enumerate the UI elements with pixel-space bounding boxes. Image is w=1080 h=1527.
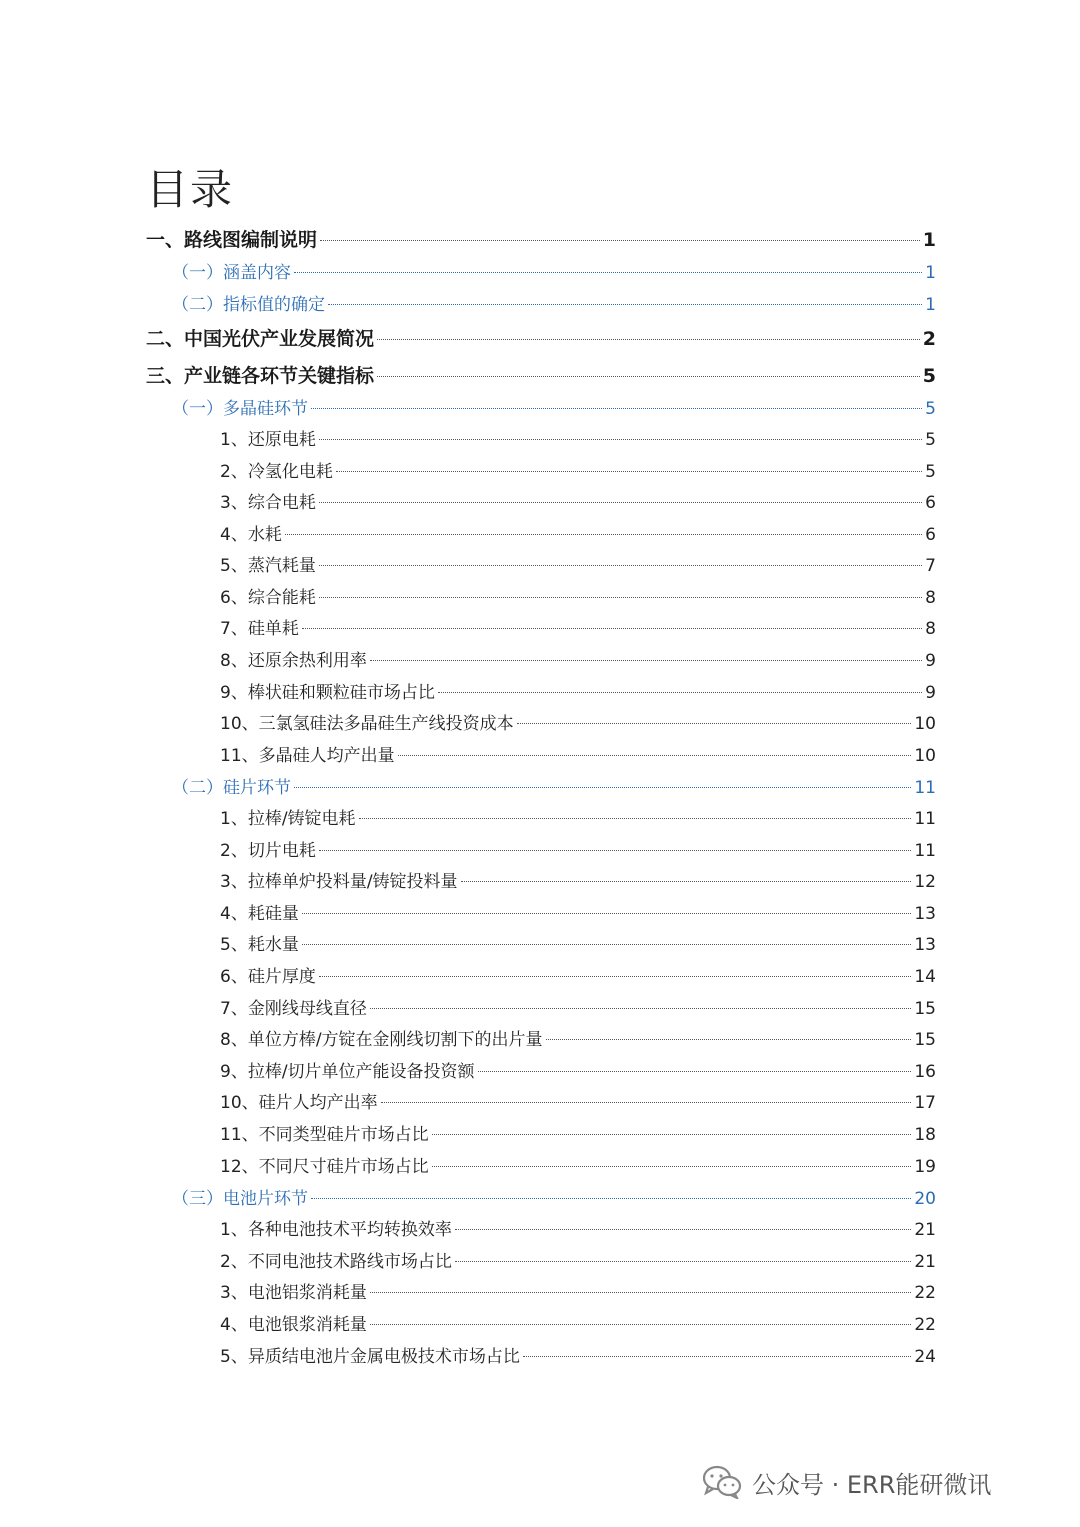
toc-entry[interactable] (172, 1184, 936, 1214)
toc-leader-dots (311, 408, 922, 409)
toc-leader-dots (311, 1198, 911, 1199)
toc-entry[interactable] (172, 290, 936, 320)
toc-entry-page-number: 5 (925, 462, 936, 482)
toc-entry-page-number: 16 (914, 1062, 936, 1082)
toc-entry[interactable] (220, 836, 936, 866)
toc-entry-label: 3、综合电耗 (220, 493, 316, 513)
toc-leader-dots (523, 1356, 912, 1357)
toc-entry-label: 11、多晶硅人均产出量 (220, 746, 395, 766)
toc-entry-page-number: 14 (914, 967, 936, 987)
toc-entry-label: 12、不同尺寸硅片市场占比 (220, 1157, 429, 1177)
toc-leader-dots (517, 723, 912, 724)
toc-entry[interactable] (220, 583, 936, 613)
toc-entry-label: 4、耗硅量 (220, 904, 299, 924)
toc-leader-dots (381, 1102, 912, 1103)
toc-entry-page-number: 24 (914, 1347, 936, 1367)
toc-entry-label: 2、冷氢化电耗 (220, 462, 333, 482)
toc-entry[interactable] (146, 324, 936, 354)
toc-entry-page-number: 15 (914, 1030, 936, 1050)
toc-entry[interactable] (220, 962, 936, 992)
toc-entry[interactable] (220, 488, 936, 518)
toc-leader-dots (302, 628, 922, 629)
toc-entry-label: 5、耗水量 (220, 935, 299, 955)
toc-entry[interactable] (146, 361, 936, 391)
toc-entry-page-number: 5 (925, 399, 936, 419)
toc-entry-label: （一）多晶硅环节 (172, 399, 308, 419)
toc-entry-page-number: 22 (914, 1283, 936, 1303)
watermark-text: 公众号 · ERR能研微讯 (752, 1470, 992, 1499)
toc-entry-page-number: 19 (914, 1157, 936, 1177)
toc-entry[interactable] (220, 994, 936, 1024)
toc-leader-dots (359, 818, 912, 819)
toc-entry-label: （二）硅片环节 (172, 778, 291, 798)
toc-entry-label: 9、拉棒/切片单位产能设备投资额 (220, 1062, 475, 1082)
toc-entry[interactable] (220, 867, 936, 897)
toc-leader-dots (398, 755, 912, 756)
toc-entry-page-number: 8 (925, 619, 936, 639)
toc-entry-label: 8、还原余热利用率 (220, 651, 367, 671)
toc-leader-dots (370, 1292, 912, 1293)
toc-entry-label: （一）涵盖内容 (172, 263, 291, 283)
toc-entry-label: 6、硅片厚度 (220, 967, 316, 987)
toc-entry-label: （二）指标值的确定 (172, 295, 325, 315)
toc-leader-dots (328, 304, 922, 305)
page-title: 目录 (146, 165, 235, 214)
toc-entry[interactable] (220, 1215, 936, 1245)
toc-entry-page-number: 18 (914, 1125, 936, 1145)
toc-entry[interactable] (220, 1057, 936, 1087)
toc-entry[interactable] (220, 1278, 936, 1308)
watermark (702, 1462, 991, 1502)
toc-entry-page-number: 11 (914, 841, 936, 861)
toc-leader-dots (319, 850, 912, 851)
toc-entry[interactable] (172, 258, 936, 288)
toc-leader-dots (432, 1134, 912, 1135)
toc-entry-label: 9、棒状硅和颗粒硅市场占比 (220, 683, 435, 703)
toc-leader-dots (319, 565, 922, 566)
toc-entry[interactable] (220, 457, 936, 487)
toc-entry-label: 11、不同类型硅片市场占比 (220, 1125, 429, 1145)
toc-entry-page-number: 12 (914, 872, 936, 892)
toc-leader-dots (319, 502, 922, 503)
toc-entry-page-number: 5 (925, 430, 936, 450)
toc-entry-page-number: 13 (914, 935, 936, 955)
toc-leader-dots (478, 1071, 912, 1072)
toc-entry-label: 4、电池银浆消耗量 (220, 1315, 367, 1335)
toc-entry-label: 1、各种电池技术平均转换效率 (220, 1220, 452, 1240)
toc-entry[interactable] (220, 1152, 936, 1182)
toc-entry[interactable] (220, 646, 936, 676)
toc-entry[interactable] (220, 551, 936, 581)
toc-entry[interactable] (220, 1025, 936, 1055)
toc-entry-page-number: 22 (914, 1315, 936, 1335)
toc-entry[interactable] (220, 1120, 936, 1150)
toc-entry[interactable] (146, 225, 936, 255)
toc-entry-label: 10、硅片人均产出率 (220, 1093, 378, 1113)
toc-entry-label: 7、硅单耗 (220, 619, 299, 639)
toc-entry[interactable] (220, 520, 936, 550)
toc-entry[interactable] (220, 899, 936, 929)
toc-leader-dots (432, 1166, 912, 1167)
toc-entry-page-number: 15 (914, 999, 936, 1019)
toc-leader-dots (546, 1039, 912, 1040)
toc-entry-page-number: 13 (914, 904, 936, 924)
toc-entry-label: 1、还原电耗 (220, 430, 316, 450)
toc-entry-label: 三、产业链各环节关键指标 (146, 365, 375, 387)
toc-entry[interactable] (220, 709, 936, 739)
toc-entry-label: 8、单位方棒/方锭在金刚线切割下的出片量 (220, 1030, 543, 1050)
toc-entry[interactable] (172, 394, 936, 424)
toc-entry-label: 一、路线图编制说明 (146, 229, 318, 251)
toc-entry[interactable] (220, 930, 936, 960)
toc-entry[interactable] (220, 1247, 936, 1277)
toc-entry-label: 二、中国光伏产业发展简况 (146, 328, 375, 350)
toc-entry-page-number: 6 (925, 493, 936, 513)
toc-entry-label: 2、不同电池技术路线市场占比 (220, 1252, 452, 1272)
toc-entry-label: 10、三氯氢硅法多晶硅生产线投资成本 (220, 714, 514, 734)
toc-leader-dots (319, 439, 922, 440)
toc-entry-page-number: 11 (914, 809, 936, 829)
toc-entry-page-number: 20 (914, 1189, 936, 1209)
toc-entry-page-number: 21 (914, 1220, 936, 1240)
toc-leader-dots (455, 1261, 912, 1262)
toc-entry-page-number: 1 (922, 229, 936, 251)
toc-leader-dots (455, 1229, 912, 1230)
toc-entry-label: 3、拉棒单炉投料量/铸锭投料量 (220, 872, 458, 892)
toc-entry[interactable] (220, 1088, 936, 1118)
toc-entry[interactable] (220, 741, 936, 771)
toc-entry-page-number: 10 (914, 746, 936, 766)
toc-entry-label: 7、金刚线母线直径 (220, 999, 367, 1019)
toc-leader-dots (285, 534, 922, 535)
toc-entry-label: 5、异质结电池片金属电极技术市场占比 (220, 1347, 520, 1367)
toc-entry-page-number: 7 (925, 556, 936, 576)
toc-entry[interactable] (172, 773, 936, 803)
toc-entry-page-number: 2 (922, 328, 936, 350)
toc-entry-label: 4、水耗 (220, 525, 282, 545)
toc-leader-dots (302, 944, 912, 945)
toc-leader-dots (438, 692, 922, 693)
toc-leader-dots (377, 339, 920, 340)
toc-entry-page-number: 21 (914, 1252, 936, 1272)
toc-leader-dots (302, 913, 912, 914)
toc-entry-label: （三）电池片环节 (172, 1189, 308, 1209)
toc-entry-page-number: 9 (925, 683, 936, 703)
toc-entry-label: 1、拉棒/铸锭电耗 (220, 809, 356, 829)
toc-entry-page-number: 5 (922, 365, 936, 387)
toc-entry-page-number: 1 (925, 295, 936, 315)
toc-entry[interactable] (220, 614, 936, 644)
toc-entry-page-number: 6 (925, 525, 936, 545)
toc-entry-label: 2、切片电耗 (220, 841, 316, 861)
toc-entry[interactable] (220, 678, 936, 708)
toc-entry[interactable] (220, 804, 936, 834)
toc-entry[interactable] (220, 425, 936, 455)
toc-entry-page-number: 10 (914, 714, 936, 734)
toc-leader-dots (319, 976, 912, 977)
toc-entry-page-number: 11 (914, 778, 936, 798)
toc-entry[interactable] (220, 1310, 936, 1340)
toc-leader-dots (320, 240, 920, 241)
wechat-icon (702, 1465, 742, 1499)
toc-entry[interactable] (220, 1342, 936, 1372)
toc-entry-label: 6、综合能耗 (220, 588, 316, 608)
toc-leader-dots (294, 787, 911, 788)
toc-leader-dots (377, 376, 920, 377)
toc-entry-page-number: 8 (925, 588, 936, 608)
toc-leader-dots (461, 881, 912, 882)
toc-leader-dots (336, 471, 922, 472)
toc-entry-page-number: 1 (925, 263, 936, 283)
toc-leader-dots (294, 272, 922, 273)
toc-leader-dots (319, 597, 922, 598)
toc-entry-page-number: 9 (925, 651, 936, 671)
toc-leader-dots (370, 1324, 912, 1325)
toc-entry-label: 5、蒸汽耗量 (220, 556, 316, 576)
toc-leader-dots (370, 1008, 912, 1009)
toc-entry-page-number: 17 (914, 1093, 936, 1113)
toc-entry-label: 3、电池铝浆消耗量 (220, 1283, 367, 1303)
toc-leader-dots (370, 660, 922, 661)
